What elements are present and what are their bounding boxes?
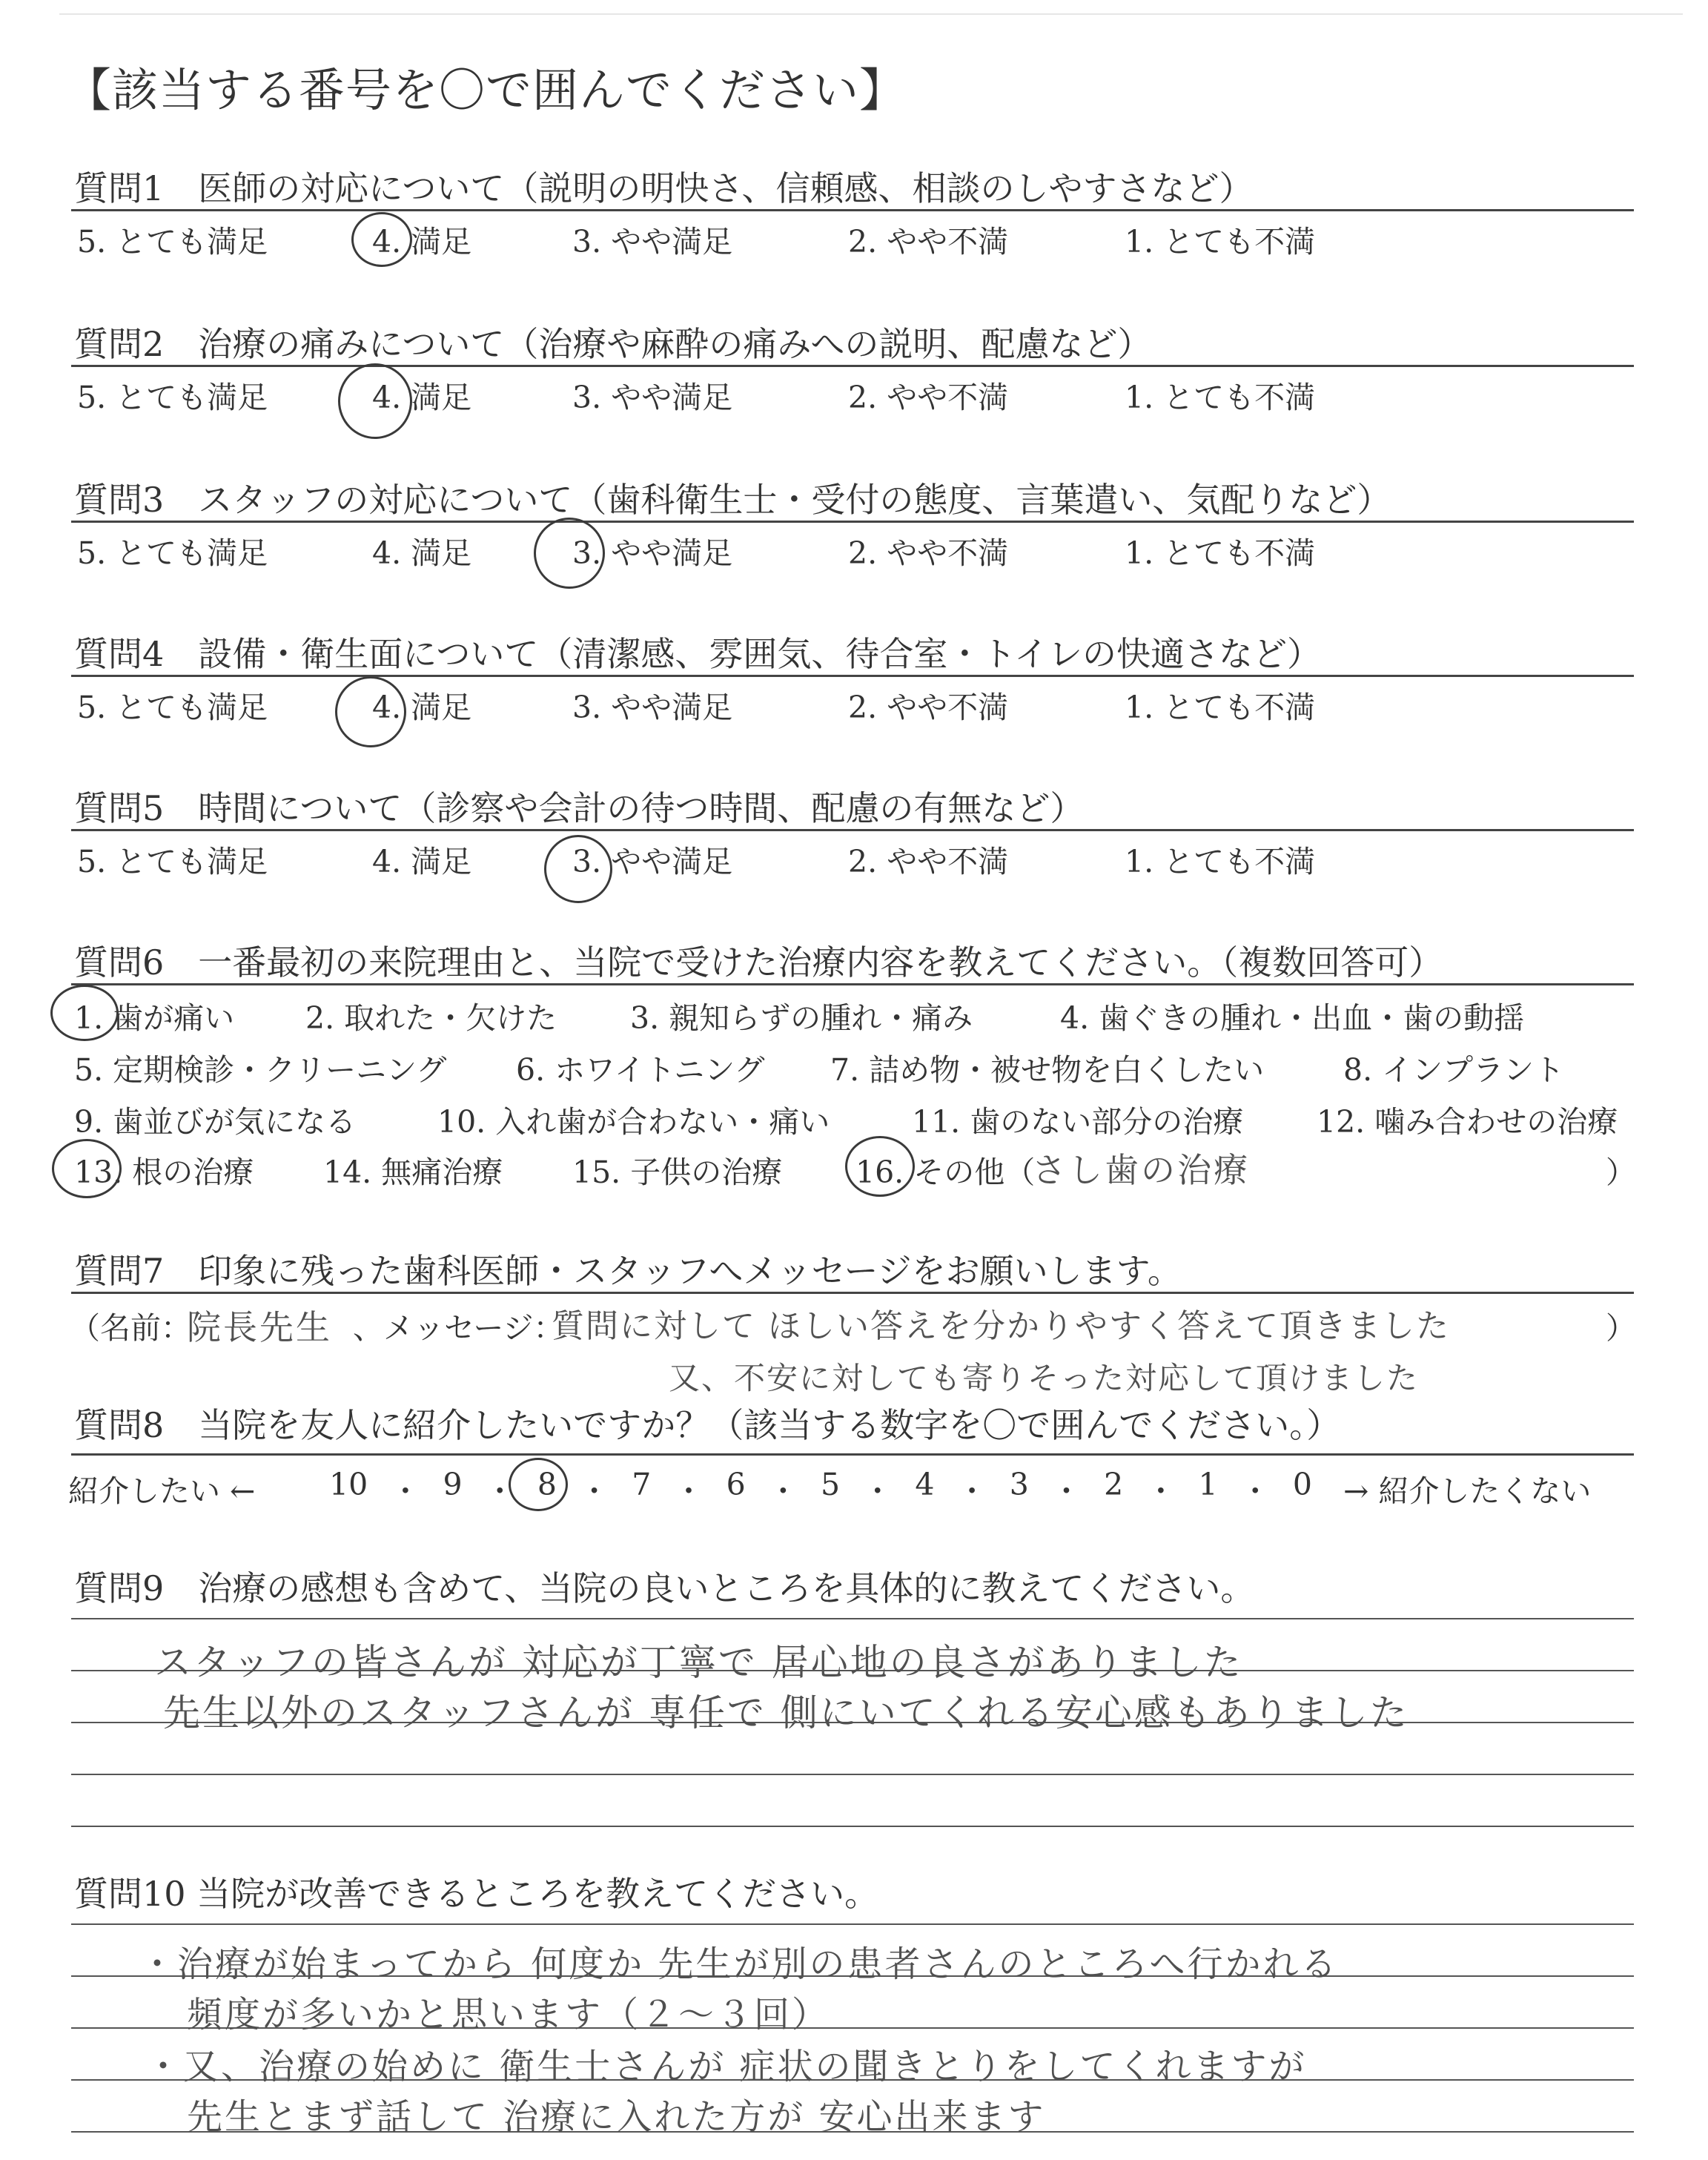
q5-option-4[interactable]: 4. 満足	[372, 844, 472, 879]
q10-answer-line4: 先生とまず話して 治療に入れた方が 安心出来ます	[187, 2096, 1046, 2138]
q6-option-8[interactable]: 8. インプラント	[1343, 1052, 1565, 1088]
question-5-rule	[71, 829, 1634, 831]
question-6-rule	[71, 983, 1634, 985]
q8-scale-10[interactable]: 10	[329, 1467, 368, 1502]
q8-scale-1[interactable]: 1	[1198, 1467, 1218, 1502]
q2-option-1[interactable]: 1. とても不満	[1125, 380, 1316, 415]
question-3-rule	[71, 521, 1634, 523]
question-8-heading: 質問8 当院を友人に紹介したいですか？（該当する数字を〇で囲んでください。）	[74, 1405, 1341, 1445]
q6-other-close-paren: ）	[1606, 1155, 1636, 1190]
q4-option-1[interactable]: 1. とても不満	[1125, 690, 1316, 725]
q9-answer-line1: スタッフの皆さんが 対応が丁寧で 居心地の良さがありました	[154, 1641, 1243, 1684]
q2-option-3[interactable]: 3. やや満足	[572, 380, 733, 415]
q3-option-1[interactable]: 1. とても不満	[1125, 535, 1316, 571]
q6-option-14[interactable]: 14. 無痛治療	[323, 1155, 503, 1190]
q8-scale-5[interactable]: 5	[820, 1467, 841, 1502]
question-4-heading: 質問4 設備・衛生面について（清潔感、雰囲気、待合室・トイレの快適さなど）	[74, 634, 1322, 674]
q6-option-2[interactable]: 2. 取れた・欠けた	[305, 1000, 557, 1036]
q8-scale-dot: ・	[1145, 1473, 1176, 1509]
q8-scale-dot: ・	[673, 1473, 704, 1509]
q8-scale-9[interactable]: 9	[443, 1467, 463, 1502]
q8-scale-dot: ・	[1239, 1473, 1271, 1509]
question-2-rule	[71, 365, 1634, 367]
q9-answer-line	[71, 1618, 1634, 1619]
q8-scale-2[interactable]: 2	[1104, 1467, 1124, 1502]
q8-scale-dot: ・	[767, 1473, 798, 1509]
q3-option-3[interactable]: 3. やや満足	[572, 535, 733, 571]
q6-option-12[interactable]: 12. 噛み合わせの治療	[1317, 1104, 1618, 1140]
q4-option-5[interactable]: 5. とても満足	[77, 690, 268, 725]
q9-answer-line2: 先生以外のスタッフさんが 専任で 側にいてくれる安心感もありました	[163, 1691, 1409, 1734]
q7-message-label: 、メッセージ：	[353, 1310, 564, 1346]
q1-option-1[interactable]: 1. とても不満	[1125, 224, 1316, 260]
q6-option-11[interactable]: 11. 歯のない部分の治療	[912, 1104, 1244, 1140]
q5-option-2[interactable]: 2. やや不満	[848, 844, 1009, 879]
question-1-heading: 質問1 医師の対応について（説明の明快さ、信頼感、相談のしやすさなど）	[74, 168, 1254, 208]
q3-option-2[interactable]: 2. やや不満	[848, 535, 1009, 571]
question-1-rule	[71, 209, 1634, 211]
q4-option-4[interactable]: 4. 満足	[372, 690, 472, 725]
question-6-heading: 質問6 一番最初の来院理由と、当院で受けた治療内容を教えてください。（複数回答可）	[74, 942, 1443, 982]
question-9-heading: 質問9 治療の感想も含めて、当院の良いところを具体的に教えてください。	[74, 1568, 1255, 1608]
q5-option-3[interactable]: 3. やや満足	[572, 844, 733, 879]
q6-option-4[interactable]: 4. 歯ぐきの腫れ・出血・歯の動揺	[1060, 1000, 1525, 1036]
q8-scale-dot: ・	[862, 1473, 893, 1509]
q7-message-line1: 質問に対して ほしい答えを分かりやすく答えて頂きました	[552, 1307, 1450, 1345]
question-10-heading: 質問10 当院が改善できるところを教えてください。	[74, 1874, 879, 1914]
q6-option-13[interactable]: 13. 根の治療	[74, 1155, 254, 1190]
q7-name-label: （名前：	[70, 1310, 191, 1346]
q8-scale-0[interactable]: 0	[1292, 1467, 1312, 1502]
q5-option-1[interactable]: 1. とても不満	[1125, 844, 1316, 879]
q6-option-1[interactable]: 1. 歯が痛い	[74, 1000, 235, 1036]
q3-option-5[interactable]: 5. とても満足	[77, 535, 268, 571]
q10-answer-line	[71, 1923, 1634, 1925]
q1-option-2[interactable]: 2. やや不満	[848, 224, 1009, 260]
q2-option-5[interactable]: 5. とても満足	[77, 380, 268, 415]
q7-message-line2: 又、不安に対しても寄りそった対応して頂けました	[669, 1360, 1420, 1396]
q8-scale-dot: ・	[390, 1473, 421, 1509]
q10-answer-line1: ・治療が始まってから 何度か 先生が別の患者さんのところへ行かれる	[139, 1943, 1339, 1985]
question-4-rule	[71, 675, 1634, 677]
q10-answer-line3: ・又、治療の始めに 衛生士さんが 症状の聞きとりをしてくれますが	[145, 2046, 1307, 2087]
q9-answer-line	[71, 1826, 1634, 1827]
q8-scale-6[interactable]: 6	[726, 1467, 746, 1502]
q9-answer-line	[71, 1774, 1634, 1775]
q8-left-label: 紹介したい ←	[68, 1473, 256, 1509]
q2-option-4[interactable]: 4. 満足	[372, 380, 472, 415]
q4-option-2[interactable]: 2. やや不満	[848, 690, 1009, 725]
q6-option-15[interactable]: 15. 子供の治療	[572, 1155, 783, 1190]
q6-option-3[interactable]: 3. 親知らずの腫れ・痛み	[630, 1000, 973, 1036]
q6-other-text: さし歯の治療	[1032, 1150, 1250, 1190]
q8-right-label: → 紹介したくない	[1343, 1473, 1592, 1509]
question-2-heading: 質問2 治療の痛みについて（治療や麻酔の痛みへの説明、配慮など）	[74, 324, 1152, 364]
question-8-rule	[71, 1453, 1634, 1456]
q2-option-2[interactable]: 2. やや不満	[848, 380, 1009, 415]
q3-option-4[interactable]: 4. 満足	[372, 535, 472, 571]
q6-option-5[interactable]: 5. 定期検診・クリーニング	[74, 1052, 447, 1088]
q6-option-16[interactable]: 16. その他（	[855, 1155, 1036, 1190]
q8-scale-3[interactable]: 3	[1009, 1467, 1029, 1502]
q8-scale-8[interactable]: 8	[537, 1467, 557, 1502]
q7-name-value: 院長先生	[187, 1307, 332, 1347]
q6-option-9[interactable]: 9. 歯並びが気になる	[74, 1104, 357, 1140]
q8-scale-dot: ・	[1050, 1473, 1082, 1509]
question-7-heading: 質問7 印象に残った歯科医師・スタッフへメッセージをお願いします。	[74, 1251, 1182, 1291]
q7-close-paren: ）	[1606, 1310, 1636, 1346]
question-7-rule	[71, 1292, 1634, 1294]
q4-option-3[interactable]: 3. やや満足	[572, 690, 733, 725]
q8-scale-dot: ・	[579, 1473, 610, 1509]
survey-title: 【該当する番号を〇で囲んでください】	[65, 63, 907, 117]
question-3-heading: 質問3 スタッフの対応について（歯科衛生士・受付の態度、言葉遣い、気配りなど）	[74, 480, 1391, 520]
question-5-heading: 質問5 時間について（診察や会計の待つ時間、配慮の有無など）	[74, 788, 1085, 828]
q5-option-5[interactable]: 5. とても満足	[77, 844, 268, 879]
scan-edge-line	[59, 13, 1683, 15]
q8-scale-4[interactable]: 4	[915, 1467, 935, 1502]
q1-option-4[interactable]: 4. 満足	[372, 224, 472, 260]
q6-option-6[interactable]: 6. ホワイトニング	[516, 1052, 765, 1088]
q8-scale-7[interactable]: 7	[632, 1467, 652, 1502]
q10-answer-line2: 頻度が多いかと思います（２～３回）	[187, 1994, 830, 2035]
q8-scale	[329, 1467, 1312, 1510]
q1-option-3[interactable]: 3. やや満足	[572, 224, 733, 260]
q6-option-7[interactable]: 7. 詰め物・被せ物を白くしたい	[830, 1052, 1265, 1088]
q1-option-5[interactable]: 5. とても満足	[77, 224, 268, 260]
q6-option-10[interactable]: 10. 入れ歯が合わない・痛い	[437, 1104, 830, 1140]
q8-scale-dot: ・	[484, 1473, 515, 1509]
q8-scale-dot: ・	[956, 1473, 987, 1509]
